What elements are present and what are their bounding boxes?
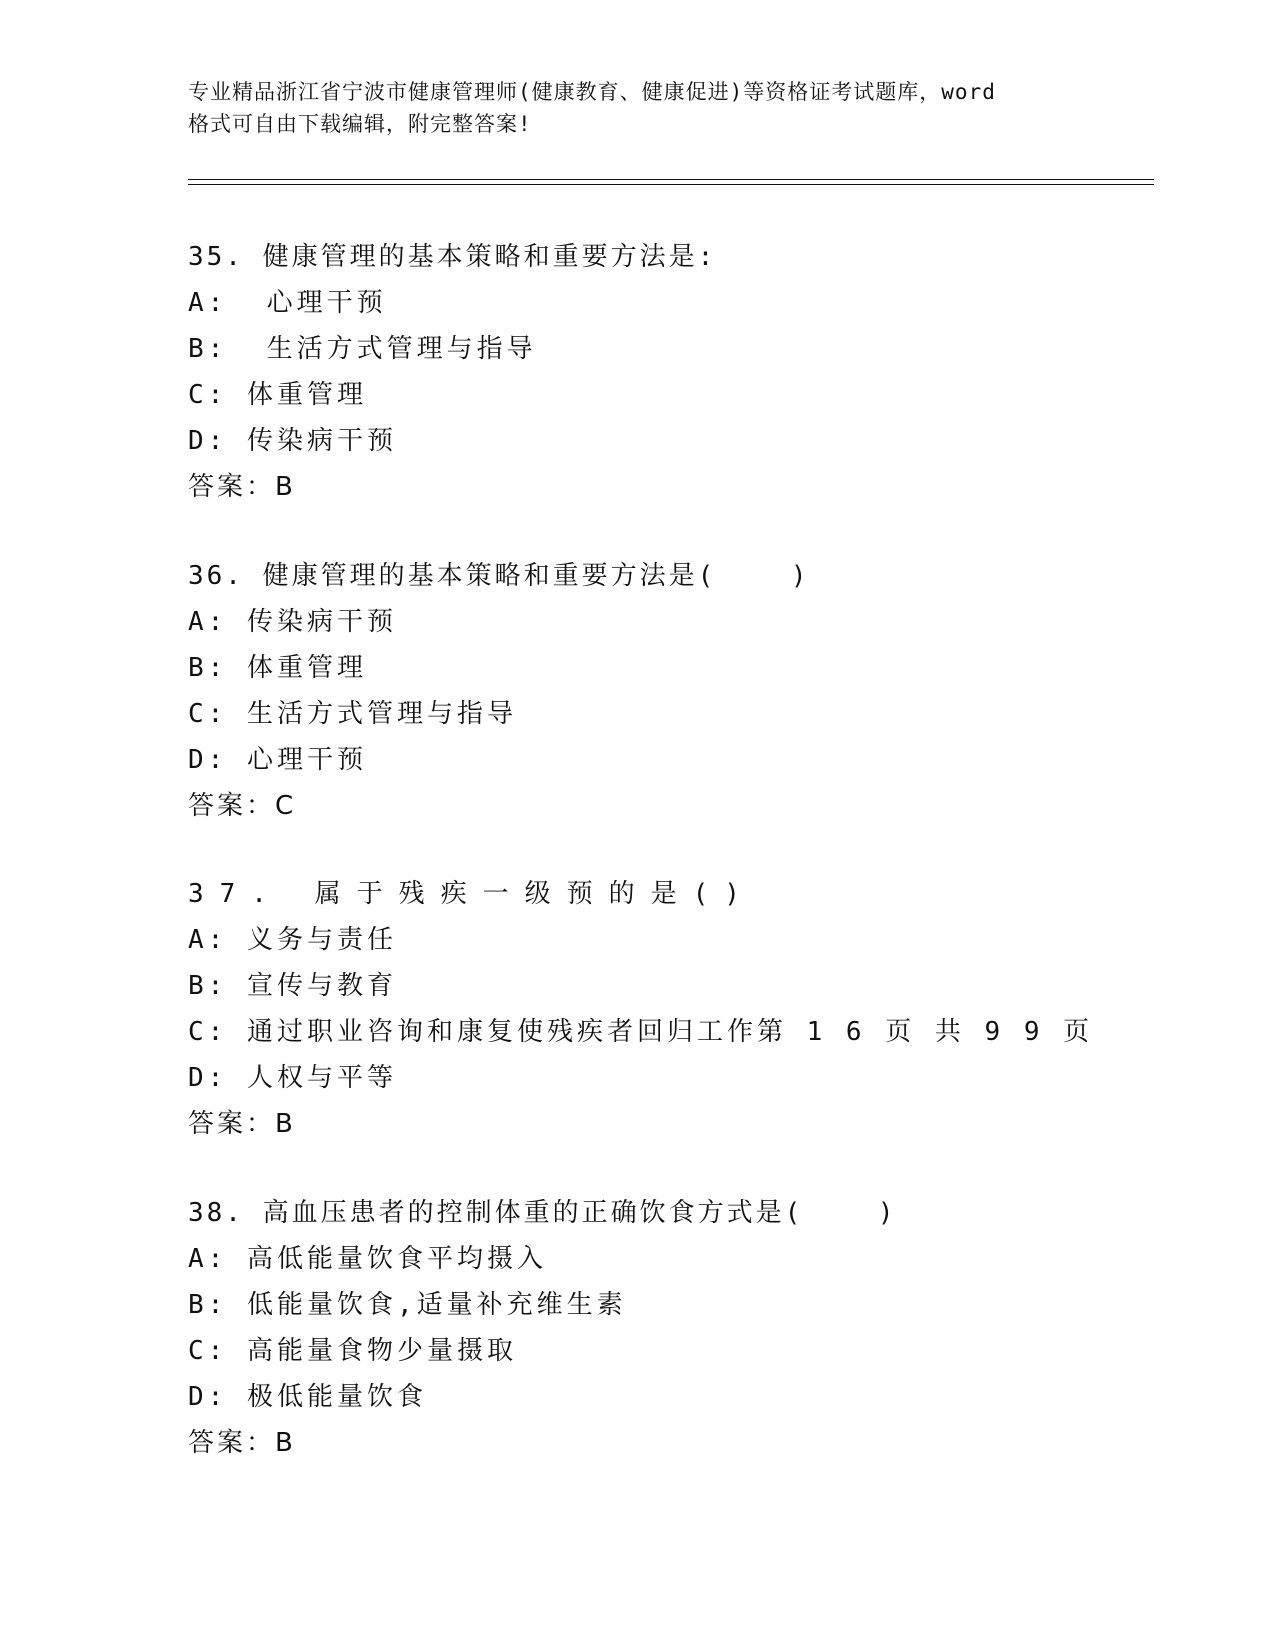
option-c: C: 体重管理 <box>188 380 367 410</box>
question-stem: 38. 高血压患者的控制体重的正确饮食方式是( ) <box>188 1198 897 1228</box>
question-37 <box>188 871 1148 1147</box>
option-a: A: 义务与责任 <box>188 925 397 955</box>
option-a: A: 心理干预 <box>188 288 387 318</box>
question-35 <box>188 234 1148 510</box>
answer-line: 答案：B <box>188 1109 296 1139</box>
option-c: C: 高能量食物少量摄取 <box>188 1336 517 1366</box>
question-stem: 36. 健康管理的基本策略和重要方法是( ) <box>188 561 810 591</box>
answer-line: 答案：B <box>188 1428 296 1458</box>
header-line-1: 专业精品浙江省宁波市健康管理师(健康教育、健康促进)等资格证考试题库，word <box>188 80 996 104</box>
question-38 <box>188 1190 1148 1466</box>
option-c: C: 通过职业咨询和康复使残疾者回归工作第 1 6 页 共 9 9 页 <box>188 1017 1094 1047</box>
answer-line: 答案：B <box>188 472 296 502</box>
option-d: D: 心理干预 <box>188 745 367 775</box>
header-divider-top <box>188 179 1154 180</box>
document-header <box>188 76 1088 140</box>
answer-line: 答案：C <box>188 791 297 821</box>
option-d: D: 极低能量饮食 <box>188 1382 427 1412</box>
question-36 <box>188 553 1148 829</box>
option-a: A: 传染病干预 <box>188 607 397 637</box>
header-divider-bottom <box>188 184 1154 185</box>
option-b: B: 低能量饮食,适量补充维生素 <box>188 1290 627 1320</box>
option-d: D: 传染病干预 <box>188 426 397 456</box>
question-stem: 35. 健康管理的基本策略和重要方法是: <box>188 242 717 272</box>
option-b: B: 生活方式管理与指导 <box>188 334 537 364</box>
option-b: B: 体重管理 <box>188 653 367 683</box>
option-b: B: 宣传与教育 <box>188 971 397 1001</box>
option-d: D: 人权与平等 <box>188 1063 397 1093</box>
question-stem: 37. 属于残疾一级预的是() <box>188 879 756 909</box>
option-c: C: 生活方式管理与指导 <box>188 699 517 729</box>
option-a: A: 高低能量饮食平均摄入 <box>188 1244 547 1274</box>
header-line-2: 格式可自由下载编辑，附完整答案! <box>188 112 532 136</box>
